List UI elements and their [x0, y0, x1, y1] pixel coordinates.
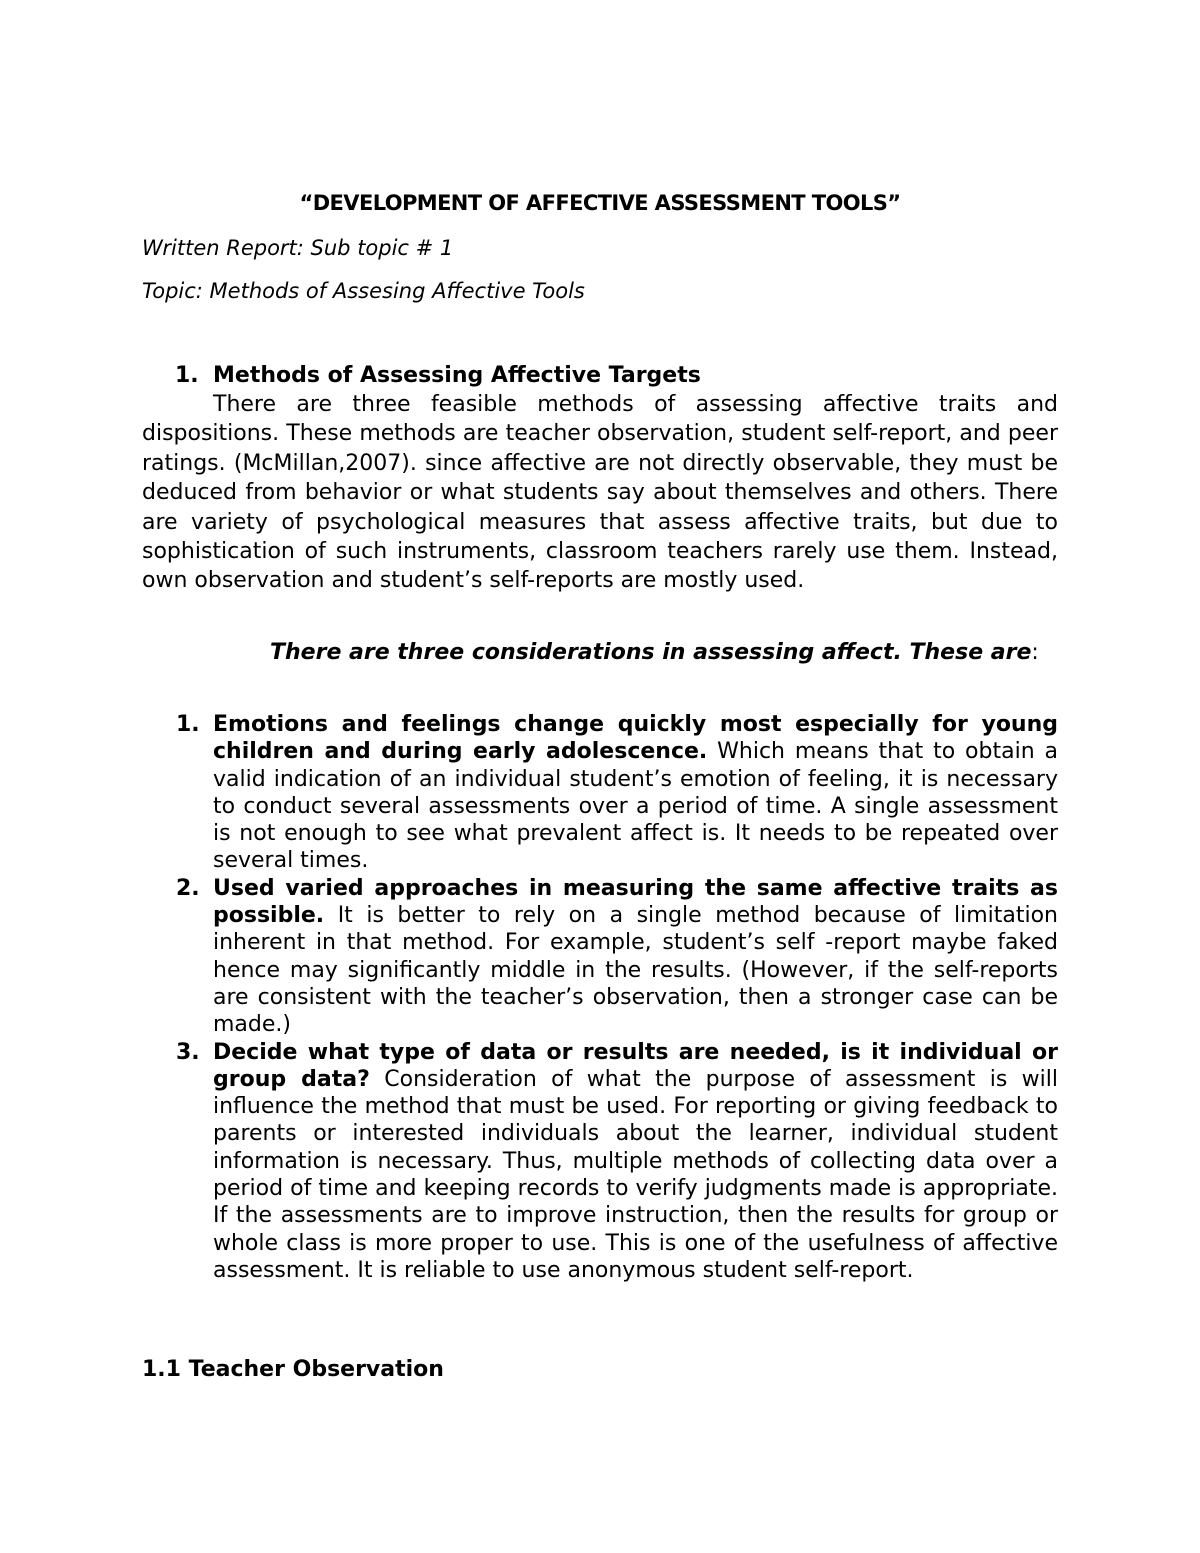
list-item-text: It is better to rely on a single method because of limitation inherent in that method. For example, student’s self -report maybe faked hence may significantly middle in the results. (However, if the self-reports are consistent with the teacher’s observation, then a stronger case can be made.)	[213, 903, 1058, 1038]
considerations-lead	[142, 638, 1058, 667]
list-marker: 3.	[176, 1039, 200, 1065]
considerations-list	[142, 711, 1058, 1284]
section-heading-text: Methods of Assessing Affective Targets	[213, 363, 701, 388]
list-item-text: Consideration of what the purpose of assessment is will influence the method that must be used. For reporting or giving feedback to parents or interested individuals about the learner, individual student information is necessary. Thus, multiple methods of collecting data over a period of time and keeping records to verify judgments made is appropriate. If the assessments are to improve instruction, then the results for group or whole class is more proper to use. This is one of the usefulness of affective assessment. It is reliable to use anonymous student self-report.	[213, 1066, 1059, 1283]
list-item	[142, 875, 1058, 1039]
considerations-lead-text: There are three considerations in assessing affect. These are	[270, 640, 1032, 665]
list-marker: 1.	[176, 712, 200, 737]
topic-line: Topic: Methods of Assesing Affective Tools	[142, 279, 585, 303]
list-item-bold: Emotions and feelings change quickly most especially for young children and during early adolescence.	[213, 712, 1058, 765]
section-heading	[175, 363, 701, 388]
document-title: “DEVELOPMENT OF AFFECTIVE ASSESSMENT TOOLS”	[299, 191, 901, 215]
section-number: 1.	[175, 363, 199, 388]
list-item-text: Which means that to obtain a valid indication of an individual student’s emotion of feeling, it is necessary to conduct several assessments over a period of time. A single assessment is not enough to see what prevalent affect is. It needs to be repeated over several times.	[213, 739, 1058, 874]
considerations-colon: :	[1031, 640, 1039, 665]
list-item	[142, 711, 1058, 875]
list-item-bold: Decide what type of data or results are needed, is it individual or group data?	[213, 1039, 1058, 1092]
section-paragraph	[142, 390, 1058, 596]
list-item	[142, 1039, 1058, 1285]
written-report-line: Written Report: Sub topic # 1	[142, 236, 454, 260]
list-item-bold: Used varied approaches in measuring the same affective traits as possible.	[213, 875, 1058, 929]
section-paragraph-text: There are three feasible methods of assessing affective traits and dispositions. These methods are teacher observation, student self-report, and peer ratings. (McMillan,2007). since affective are not directly observable, they must be deduced from behavior or what students say about themselves and others. There are variety of psychological measures that assess affective traits, but due to sophistication of such instruments, classroom teachers rarely use them. Instead, own observation and student’s self-reports are mostly used.	[142, 392, 1058, 594]
subsection-heading: 1.1 Teacher Observation	[142, 1357, 444, 1382]
list-marker: 2.	[176, 875, 200, 901]
